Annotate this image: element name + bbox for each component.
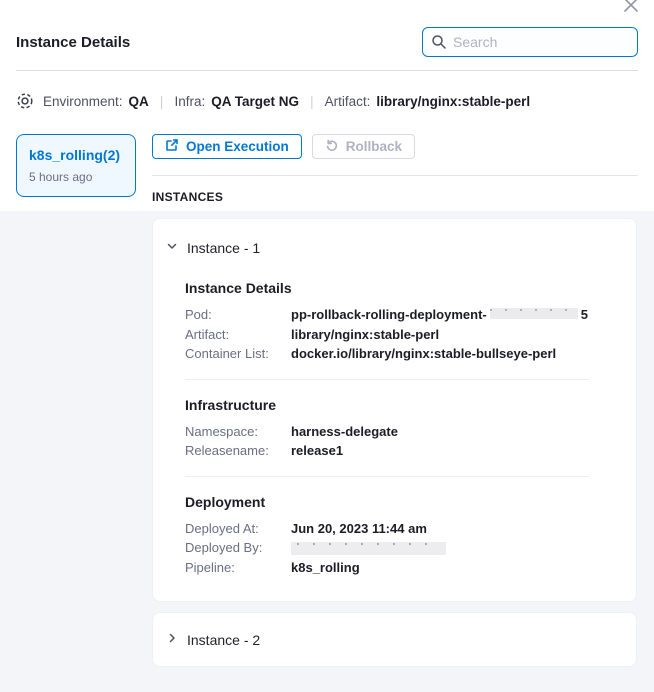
instance-details-rows xyxy=(185,305,589,364)
kv-row-pod xyxy=(185,305,589,325)
namespace-value: harness-delegate xyxy=(291,423,398,439)
content-row xyxy=(0,110,654,204)
summary-bar xyxy=(0,71,654,110)
environment-label: Environment: xyxy=(43,93,123,109)
instances-panel xyxy=(0,211,654,692)
pod-value: pp-rollback-rolling-deployment- 5 xyxy=(291,307,588,322)
instance-2-title: Instance - 2 xyxy=(187,631,261,648)
close-icon xyxy=(621,3,641,18)
infrastructure-rows xyxy=(185,422,589,461)
search-input[interactable] xyxy=(422,27,638,57)
instance-1-title: Instance - 1 xyxy=(187,240,261,256)
instance-1-body xyxy=(153,257,636,601)
open-execution-button[interactable] xyxy=(152,134,302,159)
section-heading-infrastructure: Infrastructure xyxy=(185,396,277,413)
kv-row-releasename xyxy=(185,441,589,461)
external-link-icon xyxy=(165,138,179,155)
execution-card[interactable] xyxy=(16,134,136,197)
execution-name: k8s_rolling(2) xyxy=(29,147,121,163)
kv-row-pipeline xyxy=(185,558,589,578)
deployment-rows xyxy=(185,519,589,578)
container-list-label: Container List: xyxy=(185,346,269,361)
deployed-at-value: Jun 20, 2023 11:44 am xyxy=(291,520,427,536)
instance-1-header[interactable] xyxy=(153,219,636,257)
releasename-label: Releasename: xyxy=(185,443,269,458)
environment-value: QA xyxy=(128,93,149,109)
infra-label: Infra: xyxy=(174,93,206,109)
environment-icon xyxy=(16,92,34,110)
releasename-value: release1 xyxy=(291,443,344,458)
execution-time-ago: 5 hours ago xyxy=(29,170,93,184)
deployed-by-value xyxy=(291,538,589,558)
instance-1-card xyxy=(152,218,637,602)
section-heading-instance-details: Instance Details xyxy=(185,280,292,296)
kv-row-container-list xyxy=(185,344,589,364)
pipeline-label: Pipeline: xyxy=(185,559,235,575)
artifact-value: library/nginx:stable-perl xyxy=(376,93,531,109)
kv-row-deployed-at xyxy=(185,519,589,539)
redacted-text xyxy=(291,542,446,555)
artifact-row-label: Artifact: xyxy=(185,326,230,342)
summary-separator: | xyxy=(309,93,314,109)
deployed-by-label: Deployed By: xyxy=(185,540,263,555)
container-list-value: docker.io/library/nginx:stable-bullseye-perl xyxy=(291,346,557,361)
summary-separator: | xyxy=(159,93,164,109)
close-button[interactable] xyxy=(621,0,641,15)
pod-label: Pod: xyxy=(185,307,212,322)
open-execution-label: Open Execution xyxy=(186,139,289,154)
redacted-text xyxy=(490,308,578,319)
deployed-at-label: Deployed At: xyxy=(185,520,259,536)
artifact-label: Artifact: xyxy=(324,93,371,109)
rollback-icon xyxy=(325,138,339,155)
chevron-down-icon[interactable] xyxy=(166,239,178,257)
rollback-button[interactable] xyxy=(312,134,415,159)
instance-2-card xyxy=(152,612,637,667)
kv-row-artifact xyxy=(185,325,589,345)
right-column xyxy=(152,134,638,204)
artifact-row-value: library/nginx:stable-perl xyxy=(291,326,440,342)
dialog-header xyxy=(0,0,654,57)
kv-row-deployed-by xyxy=(185,538,589,558)
action-buttons xyxy=(152,134,638,159)
section-divider xyxy=(185,476,589,477)
infra-value: QA Target NG xyxy=(211,93,299,109)
section-divider xyxy=(185,379,589,380)
search-box xyxy=(422,27,638,57)
instances-heading: INSTANCES xyxy=(152,190,224,204)
rollback-label: Rollback xyxy=(345,139,403,154)
instances-divider xyxy=(152,175,638,176)
kv-row-namespace xyxy=(185,422,589,442)
pipeline-value: k8s_rolling xyxy=(291,559,360,575)
section-heading-deployment: Deployment xyxy=(185,493,266,510)
chevron-right-icon[interactable] xyxy=(166,631,178,649)
namespace-label: Namespace: xyxy=(185,423,258,439)
page-title: Instance Details xyxy=(16,33,131,51)
instance-2-header[interactable] xyxy=(153,613,636,666)
